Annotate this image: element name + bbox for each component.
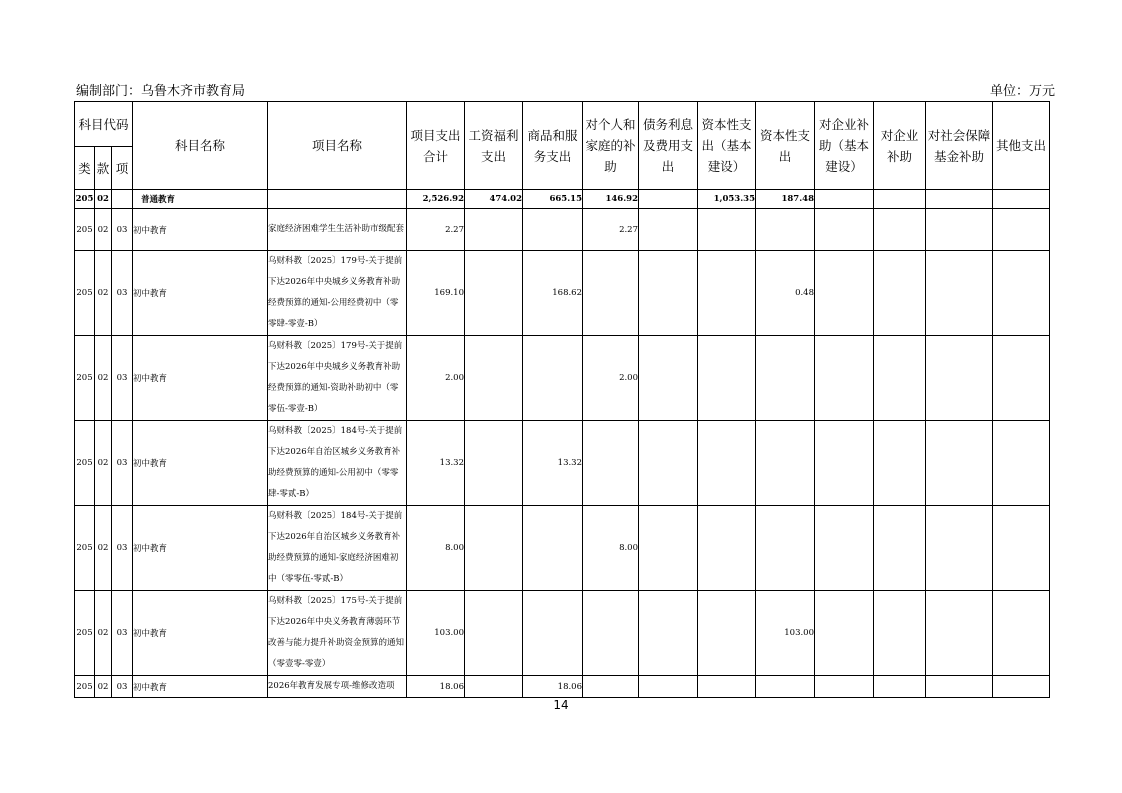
cell-capital-basic: [698, 591, 756, 676]
cell-social-security: [926, 251, 993, 336]
cell-debt: [639, 251, 698, 336]
col-social-security: 对社会保障 基金补助: [926, 102, 993, 190]
cell-other: [993, 251, 1050, 336]
cell-salary: [465, 591, 523, 676]
cell-debt: [639, 506, 698, 591]
cell-enterprise: [874, 506, 926, 591]
table-row: [75, 336, 1050, 421]
cell-capital: 187.48: [756, 190, 815, 209]
cell-salary: [465, 506, 523, 591]
cell-individual: 2.00: [583, 336, 639, 421]
cell-social-security: [926, 209, 993, 251]
table-row: [75, 591, 1050, 676]
cell-capital-basic: [698, 421, 756, 506]
col-capital: 资本性支 出: [756, 102, 815, 190]
cell-subject: 初中教育: [133, 336, 268, 421]
cell-enterprise-basic: [815, 591, 874, 676]
cell-salary: 474.02: [465, 190, 523, 209]
cell-capital-basic: [698, 251, 756, 336]
cell-capital: [756, 676, 815, 698]
cell-project: [268, 190, 407, 209]
cell-project: 乌财科教〔2025〕175号-关于提前下达2026年中央义务教育薄弱环节改善与能力提升补助资金预算的通知（零壹零-零壹）: [268, 591, 407, 676]
cell-enterprise-basic: [815, 336, 874, 421]
cell-enterprise: [874, 676, 926, 698]
cell-social-security: [926, 190, 993, 209]
cell-salary: [465, 336, 523, 421]
col-capital-basic: 资本性支 出（基本 建设）: [698, 102, 756, 190]
cell-kuan: 02: [95, 421, 112, 506]
cell-kuan: 02: [95, 336, 112, 421]
cell-enterprise: [874, 190, 926, 209]
cell-total: 13.32: [407, 421, 465, 506]
cell-salary: [465, 251, 523, 336]
cell-subject: 普通教育: [133, 190, 268, 209]
cell-subject: 初中教育: [133, 421, 268, 506]
cell-other: [993, 209, 1050, 251]
cell-other: [993, 421, 1050, 506]
cell-social-security: [926, 676, 993, 698]
cell-goods: [523, 591, 583, 676]
cell-lei: 205: [75, 209, 95, 251]
col-subject-name: 科目名称: [133, 102, 268, 190]
col-xiang: 项: [112, 147, 133, 190]
cell-project: 乌财科教〔2025〕179号-关于提前下达2026年中央城乡义务教育补助经费预算的通知-公用经费初中（零零肆-零壹-B）: [268, 251, 407, 336]
table-row: [75, 209, 1050, 251]
cell-individual: [583, 676, 639, 698]
cell-enterprise-basic: [815, 506, 874, 591]
cell-individual: 146.92: [583, 190, 639, 209]
cell-total: 18.06: [407, 676, 465, 698]
budget-table: [74, 101, 1050, 698]
cell-capital-basic: [698, 209, 756, 251]
cell-total: 2.27: [407, 209, 465, 251]
cell-total: 103.00: [407, 591, 465, 676]
cell-project: 2026年教育发展专项-维修改造项: [268, 676, 407, 698]
cell-xiang: 03: [112, 421, 133, 506]
cell-salary: [465, 421, 523, 506]
cell-other: [993, 676, 1050, 698]
department-label: 编制部门：乌鲁木齐市教育局: [76, 84, 246, 99]
cell-lei: 205: [75, 506, 95, 591]
cell-lei: 205: [75, 591, 95, 676]
cell-project: 家庭经济困难学生生活补助市级配套: [268, 209, 407, 251]
cell-xiang: 03: [112, 676, 133, 698]
cell-individual: [583, 591, 639, 676]
cell-subject: 初中教育: [133, 591, 268, 676]
cell-debt: [639, 336, 698, 421]
cell-capital: 0.48: [756, 251, 815, 336]
cell-debt: [639, 676, 698, 698]
cell-capital-basic: [698, 506, 756, 591]
cell-enterprise: [874, 251, 926, 336]
cell-xiang: [112, 190, 133, 209]
cell-kuan: 02: [95, 676, 112, 698]
col-code-group: 科目代码: [75, 102, 133, 147]
col-project-name: 项目名称: [268, 102, 407, 190]
cell-individual: [583, 251, 639, 336]
cell-subject: 初中教育: [133, 676, 268, 698]
cell-xiang: 03: [112, 251, 133, 336]
col-salary: 工资福利 支出: [465, 102, 523, 190]
cell-total: 2.00: [407, 336, 465, 421]
cell-capital: [756, 506, 815, 591]
cell-lei: 205: [75, 336, 95, 421]
cell-kuan: 02: [95, 506, 112, 591]
cell-lei: 205: [75, 676, 95, 698]
cell-lei: 205: [75, 251, 95, 336]
cell-other: [993, 190, 1050, 209]
cell-enterprise-basic: [815, 676, 874, 698]
cell-goods: [523, 506, 583, 591]
page-number: 14: [553, 698, 569, 712]
table-row: [75, 251, 1050, 336]
cell-enterprise: [874, 336, 926, 421]
cell-goods: [523, 209, 583, 251]
cell-capital: 103.00: [756, 591, 815, 676]
cell-enterprise: [874, 209, 926, 251]
col-total: 项目支出 合计: [407, 102, 465, 190]
cell-enterprise: [874, 591, 926, 676]
cell-project: 乌财科教〔2025〕179号-关于提前下达2026年中央城乡义务教育补助经费预算的通知-资助补助初中（零零伍-零壹-B）: [268, 336, 407, 421]
cell-goods: 13.32: [523, 421, 583, 506]
cell-lei: 205: [75, 190, 95, 209]
cell-kuan: 02: [95, 591, 112, 676]
cell-capital: [756, 336, 815, 421]
cell-kuan: 02: [95, 209, 112, 251]
cell-debt: [639, 190, 698, 209]
cell-social-security: [926, 506, 993, 591]
cell-enterprise-basic: [815, 251, 874, 336]
cell-other: [993, 506, 1050, 591]
cell-enterprise-basic: [815, 190, 874, 209]
cell-goods: 665.15: [523, 190, 583, 209]
cell-salary: [465, 676, 523, 698]
col-enterprise-basic: 对企业补 助（基本 建设）: [815, 102, 874, 190]
cell-xiang: 03: [112, 591, 133, 676]
cell-subject: 初中教育: [133, 506, 268, 591]
cell-kuan: 02: [95, 190, 112, 209]
cell-enterprise: [874, 421, 926, 506]
cell-debt: [639, 209, 698, 251]
col-enterprise: 对企业 补助: [874, 102, 926, 190]
unit-label: 单位：万元: [990, 84, 1056, 99]
col-individual: 对个人和 家庭的补 助: [583, 102, 639, 190]
col-lei: 类: [75, 147, 95, 190]
summary-row: [75, 190, 1050, 209]
cell-debt: [639, 591, 698, 676]
table-row: [75, 421, 1050, 506]
col-goods: 商品和服 务支出: [523, 102, 583, 190]
cell-individual: 8.00: [583, 506, 639, 591]
cell-kuan: 02: [95, 251, 112, 336]
cell-xiang: 03: [112, 209, 133, 251]
cell-lei: 205: [75, 421, 95, 506]
cell-capital: [756, 209, 815, 251]
cell-other: [993, 591, 1050, 676]
cell-debt: [639, 421, 698, 506]
cell-capital-basic: [698, 336, 756, 421]
cell-goods: 18.06: [523, 676, 583, 698]
cell-xiang: 03: [112, 506, 133, 591]
col-other: 其他支出: [993, 102, 1050, 190]
cell-project: 乌财科教〔2025〕184号-关于提前下达2026年自治区城乡义务教育补助经费预算的通知-家庭经济困难初中（零零伍-零贰-B）: [268, 506, 407, 591]
cell-total: 2,526.92: [407, 190, 465, 209]
cell-subject: 初中教育: [133, 251, 268, 336]
cell-subject: 初中教育: [133, 209, 268, 251]
cell-individual: 2.27: [583, 209, 639, 251]
cell-capital: [756, 421, 815, 506]
cell-capital-basic: 1,053.35: [698, 190, 756, 209]
cell-social-security: [926, 421, 993, 506]
table-row: [75, 506, 1050, 591]
cell-enterprise-basic: [815, 421, 874, 506]
col-kuan: 款: [95, 147, 112, 190]
cell-goods: [523, 336, 583, 421]
cell-social-security: [926, 336, 993, 421]
cell-other: [993, 336, 1050, 421]
cell-total: 169.10: [407, 251, 465, 336]
cell-total: 8.00: [407, 506, 465, 591]
col-debt: 债务利息 及费用支 出: [639, 102, 698, 190]
cell-social-security: [926, 591, 993, 676]
cell-project: 乌财科教〔2025〕184号-关于提前下达2026年自治区城乡义务教育补助经费预算的通知-公用初中（零零肆-零贰-B）: [268, 421, 407, 506]
cell-enterprise-basic: [815, 209, 874, 251]
cell-xiang: 03: [112, 336, 133, 421]
cell-capital-basic: [698, 676, 756, 698]
table-row: [75, 676, 1050, 698]
cell-salary: [465, 209, 523, 251]
cell-individual: [583, 421, 639, 506]
cell-goods: 168.62: [523, 251, 583, 336]
